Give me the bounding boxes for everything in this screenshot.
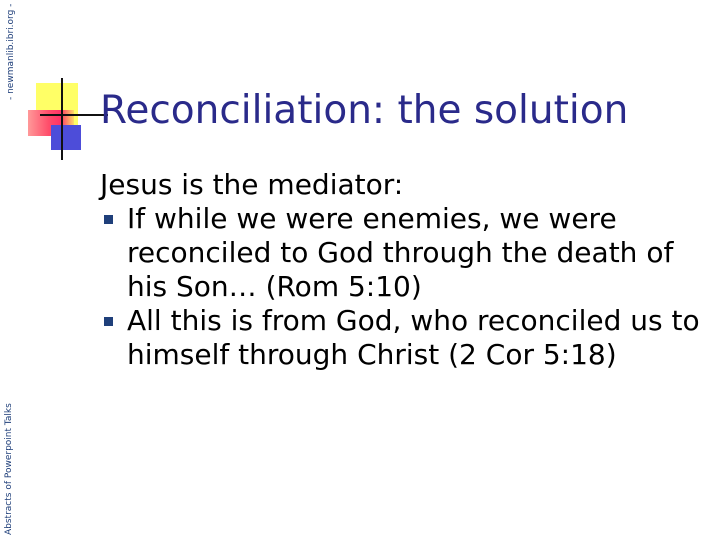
site-watermark: - newmanlib.ibri.org - bbox=[6, 3, 16, 100]
logo-vertical-line bbox=[61, 78, 63, 160]
bullet-list bbox=[100, 202, 700, 372]
square-bullet-icon bbox=[104, 215, 113, 224]
bullet-item bbox=[100, 202, 700, 304]
logo-blue-square bbox=[51, 125, 81, 150]
slide-body bbox=[100, 168, 700, 372]
slide-logo bbox=[28, 70, 108, 170]
series-watermark: Abstracts of Powerpoint Talks bbox=[4, 403, 14, 535]
intro-text: Jesus is the mediator: bbox=[100, 168, 404, 201]
bullet-text: All this is from God, who reconciled us to himself through Christ (2 Cor 5:18) bbox=[127, 304, 700, 371]
square-bullet-icon bbox=[104, 317, 113, 326]
bullet-text: If while we were enemies, we were reconciled to God through the death of his Son… (Rom 5:10) bbox=[127, 202, 674, 303]
logo-horizontal-line bbox=[40, 114, 108, 116]
bullet-item bbox=[100, 304, 700, 372]
slide-title: Reconciliation: the solution bbox=[100, 88, 629, 133]
